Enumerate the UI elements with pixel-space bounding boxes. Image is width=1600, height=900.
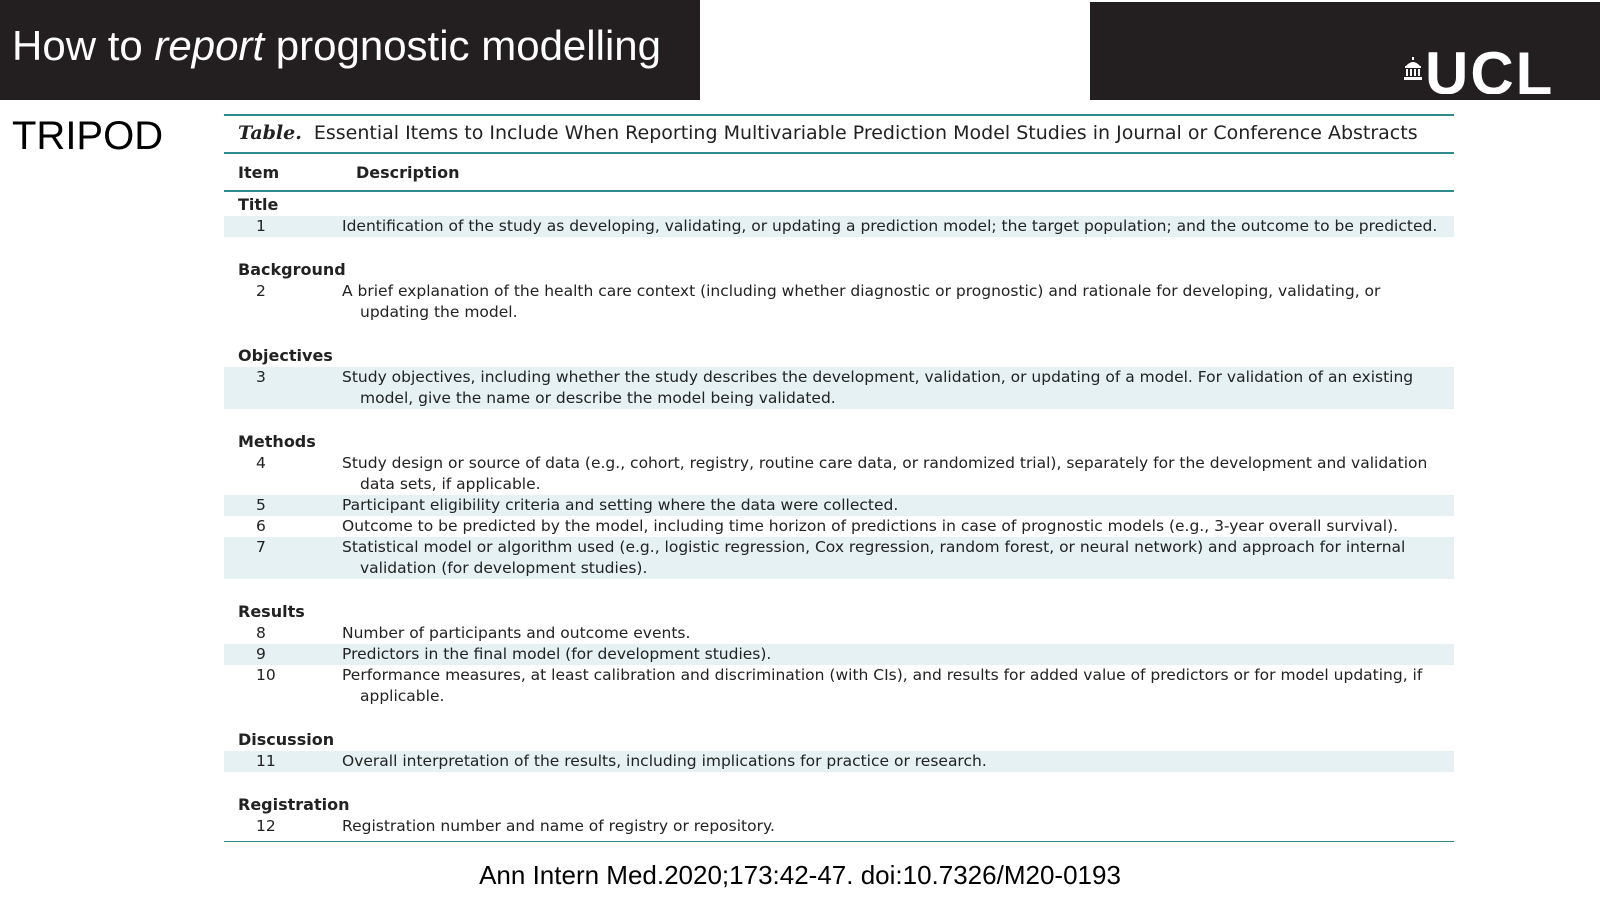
description-continuation: data sets, if applicable.	[360, 475, 541, 493]
table-row	[224, 816, 1454, 837]
description-line: Study objectives, including whether the study describes the development, validation, or updating of a model. For validation of an existing	[342, 368, 1414, 386]
description-continuation: validation (for development studies).	[360, 559, 648, 577]
slide-subtitle: TRIPOD	[12, 114, 164, 158]
table-row	[224, 751, 1454, 772]
section-heading: Registration	[238, 795, 350, 814]
slide-title	[12, 22, 661, 70]
item-description	[342, 281, 1454, 323]
item-number: 12	[256, 817, 276, 835]
section-heading: Title	[238, 195, 279, 214]
description-line: Predictors in the final model (for development studies).	[342, 645, 772, 663]
table-row	[224, 367, 1454, 409]
table-row	[224, 281, 1454, 323]
item-number: 3	[256, 368, 266, 386]
section-heading: Methods	[238, 432, 316, 451]
table-row	[224, 216, 1454, 237]
table-row	[224, 537, 1454, 579]
item-description	[342, 644, 1454, 665]
description-line: Statistical model or algorithm used (e.g., logistic regression, Cox regression, random forest, or neural network) and approach for internal	[342, 538, 1406, 556]
slide-title-emphasis: report	[154, 22, 265, 69]
description-line: A brief explanation of the health care context (including whether diagnostic or prognostic) and rationale for developing, validating, or	[342, 282, 1381, 300]
description-line: Registration number and name of registry or repository.	[342, 817, 775, 835]
item-number: 11	[256, 752, 276, 770]
table-caption	[224, 114, 1454, 154]
item-description	[342, 537, 1454, 579]
description-line: Number of participants and outcome events.	[342, 624, 691, 642]
table-bottom-rule	[224, 841, 1454, 842]
table-row	[224, 623, 1454, 644]
description-line: Overall interpretation of the results, including implications for practice or research.	[342, 752, 987, 770]
item-description	[342, 453, 1454, 495]
section-heading: Discussion	[238, 730, 335, 749]
citation: Ann Intern Med.2020;173:42-47. doi:10.7326/M20-0193	[479, 860, 1121, 890]
item-description	[342, 516, 1454, 537]
item-description	[342, 495, 1454, 516]
slide-title-end: prognostic modelling	[264, 22, 661, 69]
tripod-table	[224, 114, 1454, 842]
item-number: 10	[256, 666, 276, 684]
item-number: 5	[256, 496, 266, 514]
description-line: Outcome to be predicted by the model, including time horizon of predictions in case of prognostic models (e.g., 3-year overall survival).	[342, 517, 1399, 535]
item-description	[342, 665, 1454, 707]
item-number: 1	[256, 217, 266, 235]
section-heading: Objectives	[238, 346, 333, 365]
description-line: Performance measures, at least calibration and discrimination (with CIs), and results for added value of predictors or for model updating, if	[342, 666, 1423, 684]
table-row	[224, 495, 1454, 516]
item-description	[342, 816, 1454, 837]
item-description	[342, 751, 1454, 772]
item-description	[342, 623, 1454, 644]
slide-title-start: How to	[12, 22, 155, 69]
description-continuation: updating the model.	[360, 303, 518, 321]
ucl-logo	[1403, 44, 1573, 100]
ucl-crest-icon	[1403, 57, 1423, 81]
item-number: 9	[256, 645, 266, 663]
table-row	[224, 453, 1454, 495]
table-row	[224, 665, 1454, 707]
description-continuation: model, give the name or describe the model being validated.	[360, 389, 836, 407]
section-heading: Background	[238, 260, 346, 279]
table-row	[224, 644, 1454, 665]
description-line: Participant eligibility criteria and setting where the data were collected.	[342, 496, 899, 514]
column-header-description: Description	[356, 162, 460, 182]
item-number: 6	[256, 517, 266, 535]
item-number: 2	[256, 282, 266, 300]
table-caption-label: Table.	[238, 122, 302, 144]
ucl-logo-text: UCL	[1425, 44, 1555, 94]
item-description	[342, 367, 1454, 409]
section-heading: Results	[238, 602, 305, 621]
table-row	[224, 516, 1454, 537]
table-body	[224, 194, 1454, 837]
table-header-row	[224, 154, 1454, 192]
description-line: Identification of the study as developing, validating, or updating a prediction model; the target population; and the outcome to be predicted.	[342, 217, 1438, 235]
description-continuation: applicable.	[360, 687, 445, 705]
item-description	[342, 216, 1454, 237]
table-caption-text: Essential Items to Include When Reporting Multivariable Prediction Model Studies in Journal or Conference Abstracts	[313, 122, 1418, 144]
column-header-item: Item	[238, 162, 280, 182]
item-number: 7	[256, 538, 266, 556]
description-line: Study design or source of data (e.g., cohort, registry, routine care data, or randomized trial), separately for the development and validation	[342, 454, 1428, 472]
item-number: 8	[256, 624, 266, 642]
item-number: 4	[256, 454, 266, 472]
